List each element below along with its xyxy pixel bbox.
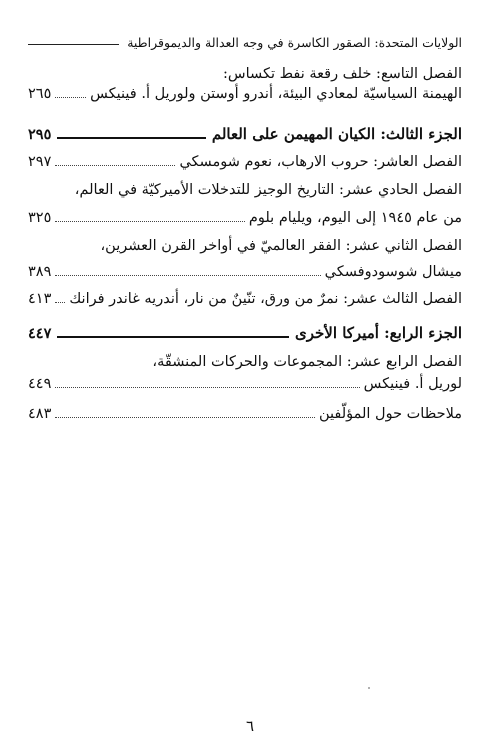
toc-entry-notes xyxy=(28,404,462,424)
part-rule xyxy=(57,137,206,139)
part-3-title: الجزء الثالث: الكيان المهيمن على العالم xyxy=(211,125,462,143)
chapter-10-title: الفصل العاشر: حروب الارهاب، نعوم شومسكي xyxy=(179,154,462,170)
chapter-11-title: الفصل الحادي عشر: التاريخ الوجيز للتدخلات الأميركيّة في العالم، xyxy=(74,182,462,198)
dot-leader xyxy=(55,386,359,388)
chapter-10-page: ٢٩٧ xyxy=(28,154,52,170)
paper-speck xyxy=(368,687,370,689)
header-rule xyxy=(28,44,119,45)
running-header xyxy=(28,32,462,50)
page-number: ٦ xyxy=(245,717,255,735)
running-header-title: الولايات المتحدة: الصقور الكاسرة في وجه العدالة والديموقراطية xyxy=(127,35,462,50)
toc-part-4 xyxy=(28,323,462,344)
part-4-title: الجزء الرابع: أميركا الأخرى xyxy=(294,324,462,342)
chapter-13-title: الفصل الثالث عشر: نمرٌ من ورق، تنّينٌ من نار، أندريه غاندر فرانك xyxy=(69,291,462,307)
notes-title: ملاحظات حول المؤلّفين xyxy=(318,406,462,422)
chapter-9-title: الفصل التاسع: خلف رقعة نفط تكساس: xyxy=(223,66,462,82)
part-rule xyxy=(57,336,289,338)
toc-entry-chapter-14 xyxy=(28,352,462,394)
toc-part-3 xyxy=(28,124,462,145)
dot-leader xyxy=(55,220,245,222)
dot-leader xyxy=(55,301,65,303)
chapter-12-page: ٣٨٩ xyxy=(28,264,52,280)
toc-entry-chapter-10 xyxy=(28,152,462,172)
chapter-14-title: الفصل الرابع عشر: المجموعات والحركات المنشقّة، xyxy=(152,354,462,370)
toc-entry-chapter-9 xyxy=(28,64,462,104)
chapter-14-page: ٤٤٩ xyxy=(28,376,52,392)
chapter-11-subtitle: من عام ١٩٤٥ إلى اليوم، ويليام بلوم xyxy=(248,210,462,226)
chapter-13-page: ٤١٣ xyxy=(28,291,52,307)
chapter-12-title: الفصل الثاني عشر: الفقر العالميّ في أواخر القرن العشرين، xyxy=(100,238,462,254)
notes-page: ٤٨٣ xyxy=(28,406,52,422)
chapter-12-subtitle: ميشال شوسودوفسكي xyxy=(324,264,462,280)
toc-entry-chapter-13 xyxy=(28,289,462,309)
part-4-page: ٤٤٧ xyxy=(28,325,52,342)
dot-leader xyxy=(55,164,175,166)
dot-leader xyxy=(55,96,86,98)
chapter-9-page: ٢٦٥ xyxy=(28,86,52,102)
chapter-14-subtitle: لوريل أ. فينيكس xyxy=(363,376,462,392)
toc-entry-chapter-12 xyxy=(28,236,462,282)
dot-leader xyxy=(55,274,320,276)
chapter-9-subtitle: الهيمنة السياسيّة لمعادي البيئة، أندرو أوستن ولوريل أ. فينيكس xyxy=(90,86,462,102)
toc-entry-chapter-11 xyxy=(28,180,462,228)
dot-leader xyxy=(55,416,315,418)
part-3-page: ٢٩٥ xyxy=(28,126,52,143)
chapter-11-page: ٣٢٥ xyxy=(28,210,52,226)
